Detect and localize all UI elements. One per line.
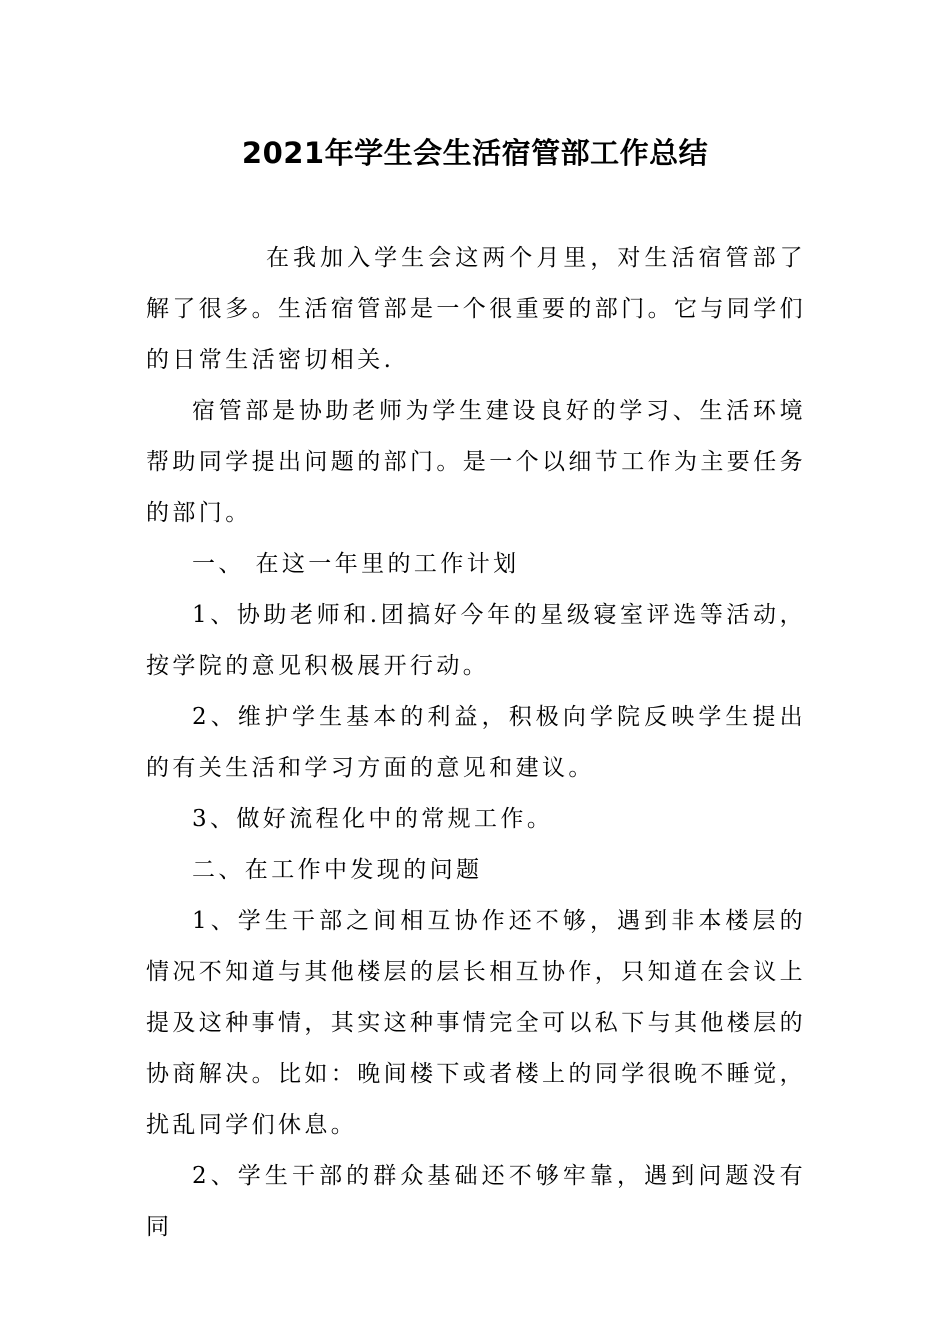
problem-item-1: 1、学生干部之间相互协作还不够，遇到非本楼层的情况不知道与其他楼层的层长相互协作，只知道在会议上提及这种事情，其实这种事情完全可以私下与其他楼层的协商解决。比如：晚间楼下或者楼上的同学很晚不睡觉，扰乱同学们休息。 [146,908,806,1138]
plan-item-3: 3、做好流程化中的常规工作。 [192,806,554,832]
document-body [146,233,806,1253]
plan-item-2: 2、维护学生基本的利益，积极向学院反映学生提出的有关生活和学习方面的意见和建议。 [146,704,806,781]
document-title: 2021年学生会生活宿管部工作总结 [241,136,709,170]
section-heading-work-plan: 一、 在这一年里的工作计划 [192,551,520,577]
plan-item-1: 1、协助老师和.团搞好今年的星级寝室评选等活动，按学院的意见积极展开行动。 [146,602,806,679]
section-heading-problems: 二、在工作中发现的问题 [192,857,483,883]
problem-item-2: 2、学生干部的群众基础还不够牢靠，遇到问题没有同 [146,1163,806,1240]
paragraph-department-role: 宿管部是协助老师为学生建设良好的学习、生活环境帮助同学提出问题的部门。是一个以细节工作为主要任务的部门。 [146,398,806,526]
paragraph-intro: 在我加入学生会这两个月里，对生活宿管部了解了很多。生活宿管部是一个很重要的部门。它与同学们的日常生活密切相关. [146,245,806,373]
